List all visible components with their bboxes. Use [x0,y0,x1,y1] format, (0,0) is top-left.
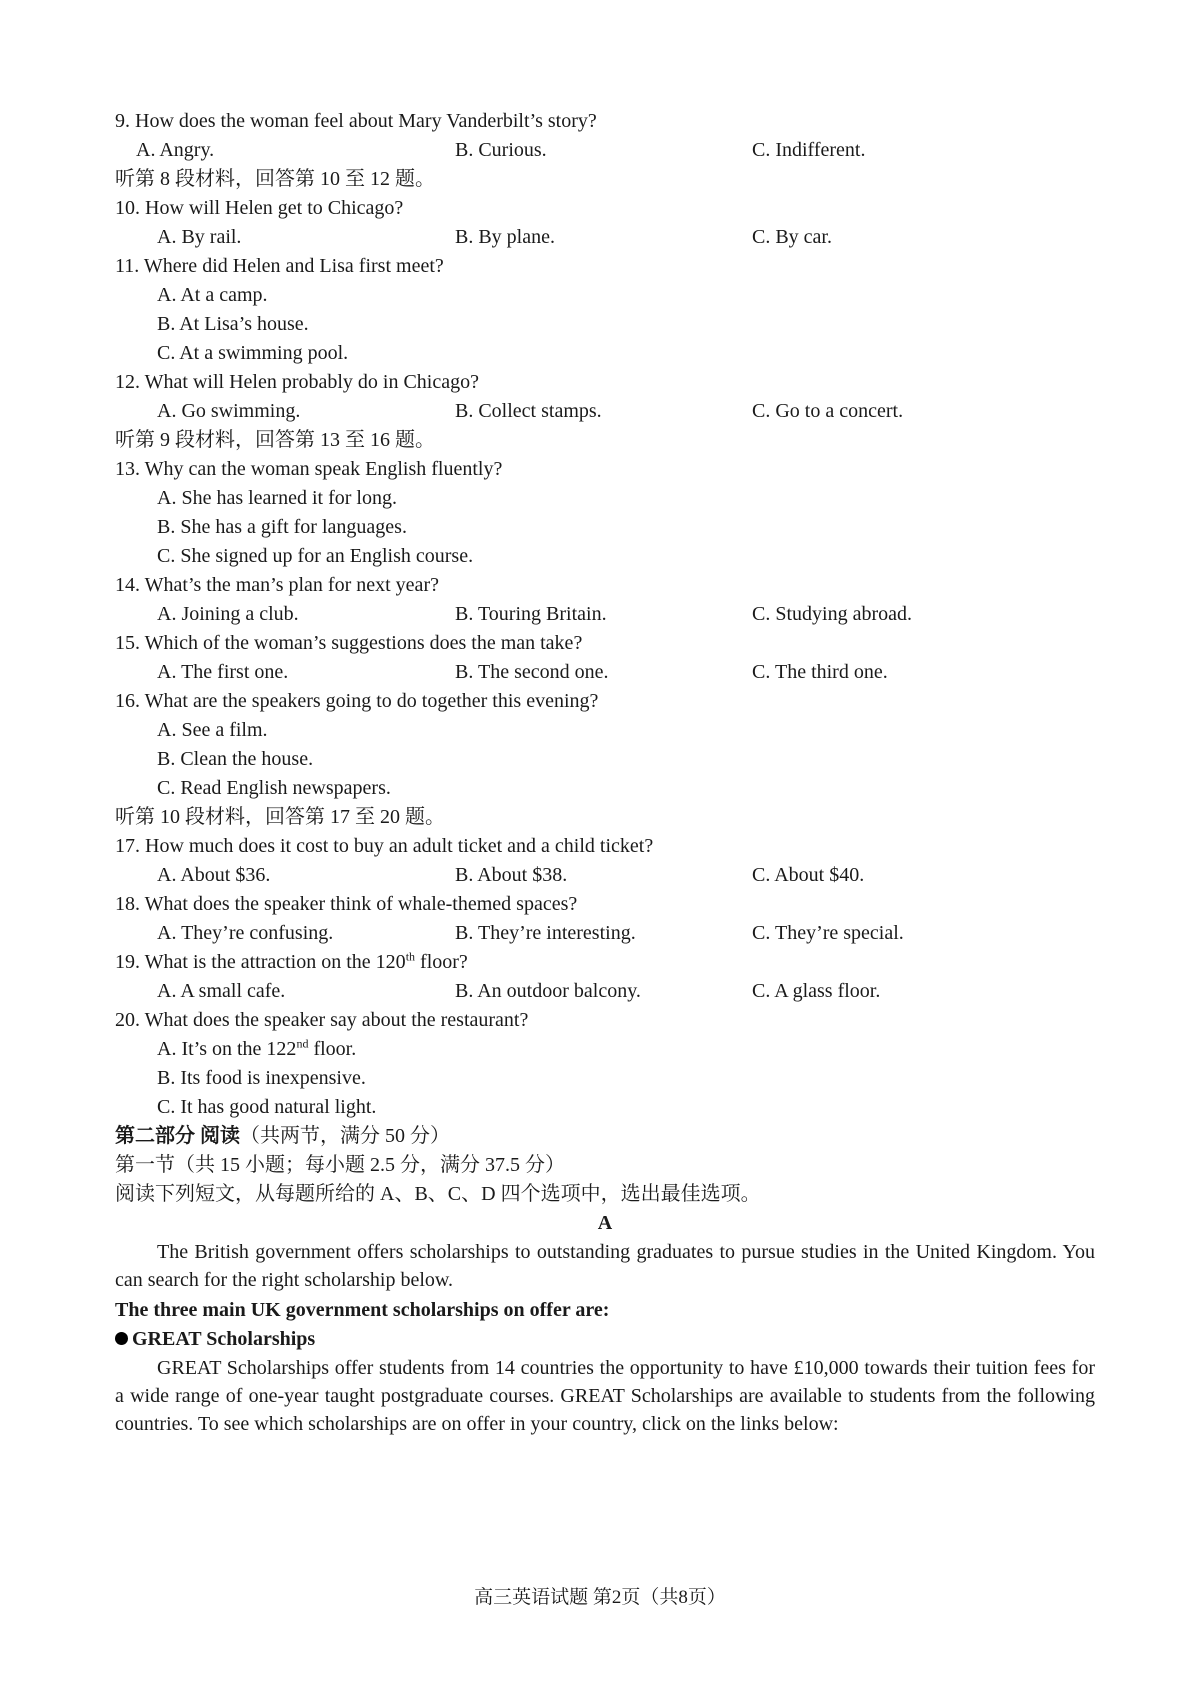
question-12: 12. What will Helen probably do in Chicago? [115,371,479,393]
q15-option-c: C. The third one. [752,661,888,683]
q10-option-c: C. By car. [752,226,832,248]
q12-option-a: A. Go swimming. [157,400,301,422]
reading-instruction: 阅读下列短文，从每题所给的 A、B、C、D 四个选项中，选出最佳选项。 [115,1183,761,1205]
q18-option-b: B. They’re interesting. [455,922,636,944]
section-1-title: 第一节（共 15 小题；每小题 2.5 分，满分 37.5 分） [115,1154,565,1176]
q16-option-a: A. See a film. [157,719,268,741]
q20-option-b: B. Its food is inexpensive. [157,1067,366,1089]
question-11: 11. Where did Helen and Lisa first meet? [115,255,444,277]
q19-option-c: C. A glass floor. [752,980,881,1002]
question-13: 13. Why can the woman speak English fluently? [115,458,503,480]
q16-option-b: B. Clean the house. [157,748,314,770]
question-10: 10. How will Helen get to Chicago? [115,197,404,219]
q15-option-b: B. The second one. [455,661,609,683]
q14-option-b: B. Touring Britain. [455,603,607,625]
section-9-instruction: 听第 9 段材料，回答第 13 至 16 题。 [115,429,435,451]
page-footer: 高三英语试题 第2页（共8页） [474,1587,726,1608]
question-19 [115,948,468,976]
q16-option-c: C. Read English newspapers. [157,777,391,799]
question-9: 9. How does the woman feel about Mary Vanderbilt’s story? [115,110,597,132]
q19-text-post: floor? [415,951,468,973]
q20-a-pre: A. It’s on the 122 [157,1038,297,1060]
bullet-icon [115,1332,128,1345]
q14-option-c: C. Studying abroad. [752,603,912,625]
q19-superscript: th [405,949,416,964]
q20-option-a [157,1035,356,1063]
q11-option-b: B. At Lisa’s house. [157,313,309,335]
q13-option-c: C. She signed up for an English course. [157,545,474,567]
section-8-instruction: 听第 8 段材料，回答第 10 至 12 题。 [115,168,435,190]
q9-option-b: B. Curious. [455,139,547,161]
passage-letter: A [597,1212,613,1234]
q13-option-b: B. She has a gift for languages. [157,516,407,538]
q19-text-pre: 19. What is the attraction on the 120 [115,951,406,973]
q20-a-superscript: nd [296,1036,309,1051]
question-17: 17. How much does it cost to buy an adult ticket and a child ticket? [115,835,654,857]
q19-option-b: B. An outdoor balcony. [455,980,641,1002]
q18-option-a: A. They’re confusing. [157,922,334,944]
q9-option-c: C. Indifferent. [752,139,866,161]
q17-option-c: C. About $40. [752,864,865,886]
question-16: 16. What are the speakers going to do together this evening? [115,690,599,712]
part-2-title-rest: （共两节，满分 50 分） [240,1125,450,1147]
q20-option-c: C. It has good natural light. [157,1096,377,1118]
q20-a-post: floor. [308,1038,357,1060]
q11-option-a: A. At a camp. [157,284,268,306]
q18-option-c: C. They’re special. [752,922,904,944]
q14-option-a: A. Joining a club. [157,603,299,625]
part-2-title [115,1122,450,1150]
question-14: 14. What’s the man’s plan for next year? [115,574,439,596]
q11-option-c: C. At a swimming pool. [157,342,349,364]
part-2-title-bold: 第二部分 阅读 [115,1125,240,1147]
question-15: 15. Which of the woman’s suggestions does the man take? [115,632,583,654]
q13-option-a: A. She has learned it for long. [157,487,397,509]
bullet-title: GREAT Scholarships [132,1328,316,1350]
q12-option-c: C. Go to a concert. [752,400,904,422]
q10-option-b: B. By plane. [455,226,555,248]
bullet-item [115,1325,315,1353]
q15-option-a: A. The first one. [157,661,289,683]
q9-option-a: A. Angry. [136,139,215,161]
q19-option-a: A. A small cafe. [157,980,286,1002]
passage-paragraph-2: GREAT Scholarships offer students from 14 countries the opportunity to have £10,000 towards their tuition fees for a wide range of one-year taught postgraduate courses. GREAT Scholarships are available to students from the following countries. To see which scholarships are on offer in your country, click on the links below: [115,1357,1095,1435]
section-10-instruction: 听第 10 段材料，回答第 17 至 20 题。 [115,806,445,828]
q17-option-a: A. About $36. [157,864,271,886]
question-18: 18. What does the speaker think of whale-themed spaces? [115,893,578,915]
q10-option-a: A. By rail. [157,226,242,248]
passage-heading: The three main UK government scholarships on offer are: [115,1299,610,1321]
question-20: 20. What does the speaker say about the restaurant? [115,1009,529,1031]
passage-paragraph-1: The British government offers scholarships to outstanding graduates to pursue studies in the United Kingdom. You can search for the right scholarship below. [115,1241,1095,1291]
q12-option-b: B. Collect stamps. [455,400,602,422]
q17-option-b: B. About $38. [455,864,568,886]
